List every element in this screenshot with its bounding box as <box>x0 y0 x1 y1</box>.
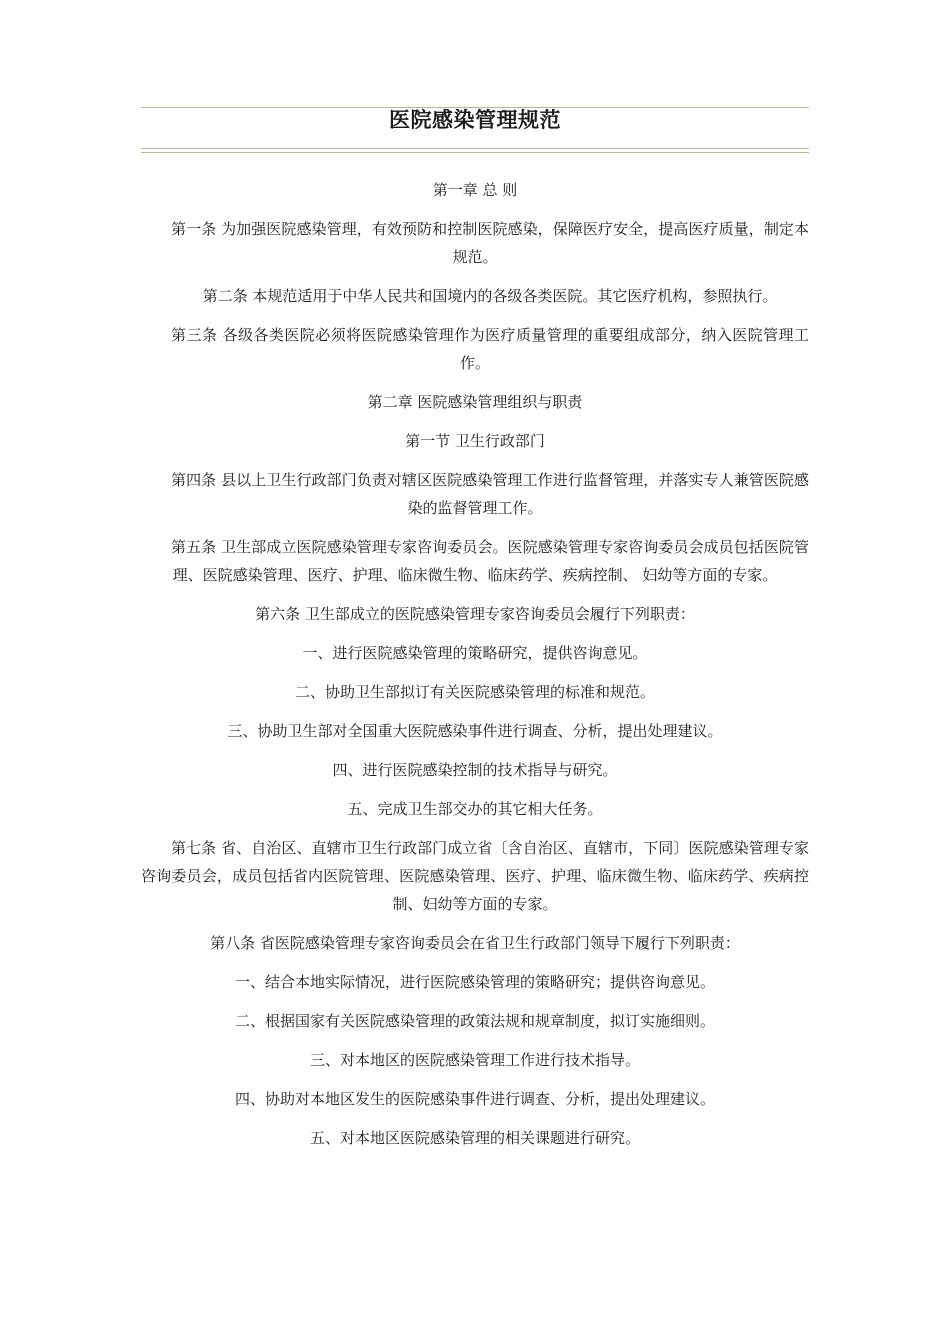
article-paragraph: 第一条 为加强医院感染管理，有效预防和控制医院感染，保障医疗安全，提高医疗质量，制定本规范。 <box>171 220 809 266</box>
centered-paragraph: 四、进行医院感染控制的技术指导与研究。 <box>332 761 618 779</box>
title-bottom-rule <box>141 148 809 153</box>
centered-paragraph: 第一章 总 则 <box>432 181 518 199</box>
article-paragraph: 第二条 本规范适用于中华人民共和国境内的各级各类医院。其它医疗机构，参照执行。 <box>202 287 778 305</box>
centered-paragraph: 一、进行医院感染管理的策略研究，提供咨询意见。 <box>302 644 648 662</box>
document-body <box>141 176 809 1163</box>
centered-paragraph: 三、协助卫生部对全国重大医院感染事件进行调查、分析，提出处理建议。 <box>227 722 723 740</box>
centered-paragraph: 二、协助卫生部拟订有关医院感染管理的标准和规范。 <box>294 683 655 701</box>
article-paragraph: 第七条 省、自治区、直辖市卫生行政部门成立省〔含自治区、直辖市，下同〕医院感染管理专家咨询委员会，成员包括省内医院管理、医院感染管理、医疗、护理、临床微生物、临床药学、疾病控制、妇幼等方面的专家。 <box>141 839 809 913</box>
centered-paragraph: 第二章 医院感染管理组织与职责 <box>367 393 583 411</box>
article-paragraph: 第四条 县以上卫生行政部门负责对辖区医院感染管理工作进行监督管理，并落实专人兼管医院感染的监督管理工作。 <box>171 471 809 517</box>
article-paragraph: 第五条 卫生部成立医院感染管理专家咨询委员会。医院感染管理专家咨询委员会成员包括医院管理、医院感染管理、医疗、护理、临床微生物、临床药学、疾病控制、 妇幼等方面的专家。 <box>171 538 809 584</box>
centered-paragraph: 二、根据国家有关医院感染管理的政策法规和规章制度，拟订实施细则。 <box>234 1012 715 1030</box>
centered-paragraph: 第八条 省医院感染管理专家咨询委员会在省卫生行政部门领导下履行下列职责： <box>210 934 740 952</box>
document-title: 医院感染管理规范 <box>389 108 561 132</box>
centered-paragraph: 五、完成卫生部交办的其它相大任务。 <box>347 800 603 818</box>
centered-paragraph: 三、对本地区的医院感染管理工作进行技术指导。 <box>309 1051 640 1069</box>
centered-paragraph: 四、协助对本地区发生的医院感染事件进行调查、分析，提出处理建议。 <box>234 1090 715 1108</box>
centered-paragraph: 一、结合本地实际情况，进行医院感染管理的策略研究；提供咨询意见。 <box>234 973 715 991</box>
centered-paragraph: 第六条 卫生部成立的医院感染管理专家咨询委员会履行下列职责： <box>255 605 695 623</box>
centered-paragraph: 第一节 卫生行政部门 <box>405 432 545 450</box>
centered-paragraph: 五、对本地区医院感染管理的相关课题进行研究。 <box>309 1129 640 1147</box>
article-paragraph: 第三条 各级各类医院必须将医院感染管理作为医疗质量管理的重要组成部分，纳入医院管理工作。 <box>171 326 809 372</box>
